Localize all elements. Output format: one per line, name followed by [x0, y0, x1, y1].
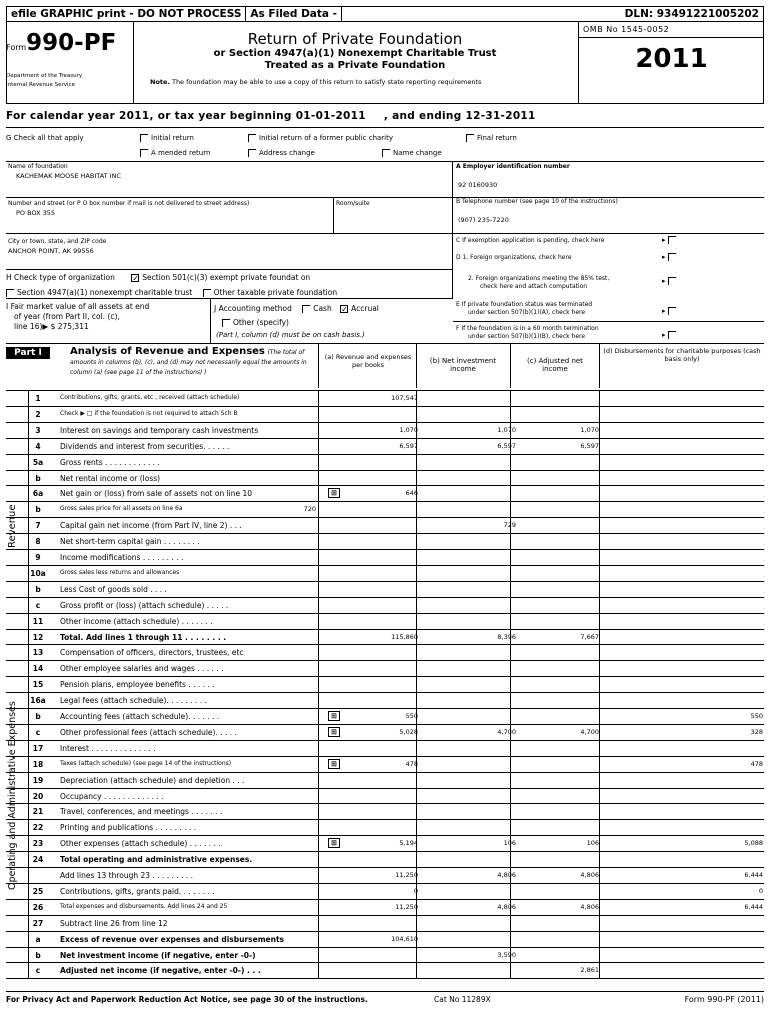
column-divider — [416, 390, 417, 978]
checkbox-icon[interactable] — [6, 289, 14, 297]
line-number: 19 — [32, 775, 44, 785]
table-row — [6, 581, 764, 597]
amount-col-b[interactable]: 729 — [503, 521, 516, 530]
line-label: Excess of revenue over expenses and disbursements — [60, 934, 285, 944]
line-label: Interest on savings and temporary cash investments — [60, 425, 259, 435]
ein-label: A Employer identification number — [456, 163, 570, 170]
line-number: 15 — [32, 680, 44, 690]
form-subtitle-1: or Section 4947(a)(1) Nonexempt Charitable Trust — [213, 48, 497, 59]
line-number: 25 — [32, 886, 44, 896]
form-title-block — [135, 30, 575, 72]
amount-col-c[interactable]: 6,597 — [580, 441, 599, 450]
checkbox-icon[interactable] — [222, 319, 230, 327]
line-number: 8 — [35, 537, 41, 547]
line-number: b — [35, 473, 41, 483]
table-row — [6, 565, 764, 581]
table-row — [6, 597, 764, 613]
line-label: Pension plans, employee benefits . . . . . . — [60, 680, 215, 690]
g-initial-return[interactable]: Initial return — [140, 134, 194, 142]
efile-label: efile GRAPHIC print - DO NOT PROCESS — [7, 7, 246, 21]
g-amended-return[interactable]: A mended return — [140, 149, 210, 157]
line-label: Gross rents . . . . . . . . . . . . — [60, 457, 160, 467]
amount-col-a[interactable]: 11,250 — [395, 871, 418, 879]
col-d-header: (d) Disbursements for charitable purposes (cash basis only) — [603, 347, 761, 363]
line-number: c — [35, 727, 41, 737]
line-label: Occupancy . . . . . . . . . . . . . — [60, 791, 164, 801]
line-label: Gross sales less returns and allowances — [60, 568, 180, 576]
e-checkbox[interactable]: ▸ — [662, 307, 679, 315]
amount-col-b[interactable]: 6,597 — [497, 441, 516, 450]
line-label: Dividends and interest from securities. . . . . . — [60, 441, 230, 451]
line-number: 26 — [32, 902, 44, 912]
amount-col-b[interactable]: 4,806 — [497, 902, 516, 911]
checkbox-icon[interactable] — [382, 149, 390, 157]
line-label: Less Cost of goods sold . . . . — [60, 584, 167, 594]
checkbox-icon[interactable] — [668, 236, 676, 244]
table-row — [6, 962, 764, 978]
table-row — [6, 660, 764, 676]
amount-col-d[interactable]: 6,444 — [744, 902, 763, 911]
line-number: a — [35, 934, 41, 944]
calendar-year-line: For calendar year 2011, or tax year beginning 01-01-2011 , and ending 12-31-2011 — [6, 110, 536, 122]
d2-label: 2. Foreign organizations meeting the 85% test, — [468, 275, 610, 282]
table-row — [6, 740, 764, 756]
line-label: Total expenses and disbursements. Add lines 24 and 25 — [60, 902, 228, 910]
line-number: c — [35, 600, 41, 610]
j-section: J Accounting method Cash ✓ Accrual — [214, 304, 379, 314]
column-divider — [318, 390, 319, 978]
line-number: 18 — [32, 759, 44, 769]
attach-schedule-icon[interactable]: ⊞ — [328, 727, 340, 737]
amount-col-b[interactable]: 3,590 — [497, 950, 516, 959]
table-row — [6, 788, 764, 804]
h-section: H Check type of organization ✓ Section 501(c)(3) exempt private foundat on — [6, 273, 311, 283]
line-label: Capital gain net income (from Part IV, line 2) . . . — [60, 521, 242, 531]
amount-col-c[interactable]: 1,070 — [580, 425, 599, 434]
line-number: 11 — [32, 616, 44, 626]
line-label: Travel, conferences, and meetings . . . . . . . — [60, 807, 223, 817]
amount-col-a[interactable]: 646 — [405, 489, 418, 498]
line-number: 27 — [32, 918, 44, 928]
line-label: Interest . . . . . . . . . . . . . . — [60, 743, 156, 753]
line-label: Compensation of officers, directors, trustees, etc — [60, 648, 244, 658]
i-section: I Fair market value of all assets at end of year (from Part II, col. (c), line 16)▶ $ 275,311 — [6, 302, 150, 331]
line-number: 22 — [32, 823, 44, 833]
column-divider — [599, 390, 600, 978]
amount-col-d[interactable]: 0 — [758, 886, 763, 895]
line-label: Add lines 13 through 23 . . . . . . . . . — [60, 871, 193, 880]
checkbox-icon[interactable] — [140, 134, 148, 142]
j-note: (Part I, column (d) must be on cash basis.) — [216, 331, 365, 339]
line-label: Other professional fees (attach schedule). . . . . — [60, 727, 237, 737]
table-row — [6, 883, 764, 899]
omb-box — [578, 22, 764, 104]
f-label: F If the foundation is in a 60 month termination — [456, 325, 599, 332]
inline-value: 720 — [303, 505, 316, 514]
line-label: Accounting fees (attach schedule). . . . . . . — [60, 712, 220, 721]
line-label: Income modifications . . . . . . . . . — [60, 553, 184, 562]
amount-col-d[interactable]: 328 — [750, 727, 763, 736]
part-1-title: Analysis of Revenue and Expenses — [70, 346, 265, 357]
g-check-label: G Check all that apply — [6, 134, 84, 142]
table-row — [6, 931, 764, 947]
line-number: 7 — [35, 521, 41, 531]
ein-value: 92 0160930 — [458, 181, 498, 189]
table-row — [6, 454, 764, 470]
line-number: 6a — [32, 489, 44, 499]
checkbox-icon[interactable] — [248, 149, 256, 157]
table-row — [6, 819, 764, 835]
line-number: 10a — [30, 568, 46, 578]
table-row — [6, 501, 764, 517]
line-number: 20 — [32, 791, 44, 801]
line-number: 14 — [32, 664, 44, 674]
amount-col-b[interactable]: 4,700 — [497, 727, 516, 736]
line-number: 12 — [32, 632, 44, 642]
street-label: Number and street (or P O box number if mail is not delivered to street address) — [8, 200, 250, 207]
table-row — [6, 756, 764, 772]
checkbox-icon[interactable] — [302, 305, 310, 313]
form-number: Form990-PF — [6, 30, 117, 56]
room-label: Room/suite — [336, 200, 370, 207]
line-number: 24 — [32, 855, 44, 865]
line-number: b — [35, 950, 41, 960]
form-subtitle-2: Treated as a Private Foundation — [264, 60, 446, 71]
table-row — [6, 851, 764, 867]
checked-icon[interactable]: ✓ — [132, 274, 139, 283]
filed-label: As Filed Data - — [246, 7, 342, 21]
part-1-title-block — [70, 347, 315, 377]
line-label: Total operating and administrative expenses. — [60, 855, 253, 865]
d1-label: D 1. Foreign organizations, check here — [456, 254, 572, 261]
department: Department of the Treasury Internal Revenue Service — [6, 73, 83, 88]
line-number: 2 — [35, 409, 41, 419]
line-number: 17 — [32, 743, 44, 753]
amount-col-c[interactable]: 7,667 — [580, 632, 599, 641]
table-row — [6, 422, 764, 438]
g-name-change[interactable]: Name change — [382, 149, 442, 157]
side-divider — [28, 390, 29, 978]
form-title: Return of Private Foundation — [247, 30, 463, 48]
f-label-2: under section 507(b)(1)(B), check here — [468, 333, 586, 340]
line-label: Other expenses (attach schedule) . . . . . . . — [60, 839, 221, 849]
amount-col-b[interactable]: 8,396 — [497, 632, 516, 641]
line-label: Other employee salaries and wages . . . . . . — [60, 664, 224, 674]
table-row — [6, 549, 764, 565]
amount-col-c[interactable]: 4,700 — [580, 727, 599, 736]
amount-col-c[interactable]: 4,806 — [580, 871, 599, 879]
table-row — [6, 867, 764, 883]
checkbox-icon[interactable] — [466, 134, 474, 142]
checked-icon[interactable]: ✓ — [341, 305, 348, 314]
table-row — [6, 772, 764, 788]
amount-col-b[interactable]: 1,070 — [497, 425, 516, 434]
form-footer: Form 990-PF (2011) — [684, 995, 764, 1004]
line-label: Contributions, gifts, grants, etc , received (attach schedule) — [60, 394, 240, 401]
line-number: 21 — [32, 807, 44, 817]
table-row — [6, 390, 764, 406]
amount-col-a[interactable]: 104,610 — [391, 934, 418, 943]
table-row — [6, 835, 764, 851]
table-row — [6, 406, 764, 422]
line-label: Net rental income or (loss) — [60, 473, 161, 483]
line-number: b — [35, 584, 41, 594]
line-label: Legal fees (attach schedule). . . . . . . . . — [60, 696, 207, 706]
form-note: Note. The foundation may be able to use a copy of this return to satisfy state reporting requirements — [150, 78, 482, 86]
f-checkbox[interactable]: ▸ — [662, 331, 679, 339]
table-row — [6, 629, 764, 645]
d2-checkbox[interactable]: ▸ — [662, 277, 679, 285]
amount-col-a[interactable]: 1,070 — [399, 425, 418, 434]
line-number: 9 — [35, 553, 41, 562]
col-c-header: (c) Adjusted net income — [527, 357, 583, 373]
d1-checkbox[interactable]: ▸ — [662, 253, 679, 261]
table-bottom-rule — [6, 978, 764, 979]
table-row — [6, 899, 764, 915]
line-label: Total. Add lines 1 through 11 . . . . . . . . — [60, 632, 227, 642]
col-a-header: (a) Revenue and expenses per books — [324, 353, 412, 369]
table-row — [6, 915, 764, 931]
cat-number: Cat No 11289X — [434, 995, 491, 1004]
amount-col-d[interactable]: 6,444 — [744, 871, 763, 879]
part-1-tag: Part I — [6, 347, 50, 359]
line-label: Net gain or (loss) from sale of assets not on line 10 — [60, 489, 253, 499]
omb-number: OMB No 1545-0052 — [579, 22, 764, 38]
line-label: Gross sales price for all assets on line 6a — [60, 505, 183, 513]
attach-schedule-icon[interactable]: ⊞ — [328, 711, 340, 721]
city-label: City or town, state, and ZIP code — [8, 238, 107, 245]
table-row — [6, 803, 764, 819]
attach-schedule-icon[interactable]: ⊞ — [328, 838, 340, 848]
line-label: Net investment income (if negative, enter -0-) — [60, 950, 256, 960]
line-label: Net short-term capital gain . . . . . . . . — [60, 537, 200, 547]
amount-col-b[interactable]: 4,806 — [497, 871, 516, 879]
j-other[interactable]: Other (specify) — [222, 318, 289, 327]
amount-col-c[interactable]: 2,861 — [580, 966, 599, 975]
checkbox-icon[interactable] — [203, 289, 211, 297]
c-checkbox[interactable]: ▸ — [662, 236, 679, 244]
fmv-value: $ 275,311 — [50, 322, 89, 331]
checkbox-icon[interactable] — [668, 253, 676, 261]
checkbox-icon[interactable] — [248, 134, 256, 142]
part-1-note: (The total of amounts in columns (b), (c), and (d) may not necessarily equal the amounts in column (a) (see page 11 of the instructions) ) — [70, 349, 307, 376]
phone-label: B Telephone number (see page 10 of the instructions) — [456, 198, 618, 205]
line-number: 3 — [35, 425, 41, 435]
g-initial-former[interactable]: Initial return of a former public charity — [248, 134, 393, 142]
amount-col-a[interactable]: 478 — [405, 759, 418, 768]
line-label: Printing and publications . . . . . . . . . — [60, 823, 197, 833]
line-number: 1 — [35, 394, 41, 403]
c-label: C If exemption application is pending, check here — [456, 237, 605, 244]
line-label: Depreciation (attach schedule) and depletion . . . — [60, 775, 245, 785]
checkbox-icon[interactable] — [140, 149, 148, 157]
d2-label-2: check here and attach computation — [480, 283, 588, 290]
amount-col-a[interactable]: 0 — [413, 886, 418, 895]
line-label: Other income (attach schedule) . . . . . . . — [60, 616, 213, 626]
amount-col-a[interactable]: 11,250 — [395, 902, 418, 911]
table-row — [6, 438, 764, 454]
attach-schedule-icon[interactable]: ⊞ — [328, 759, 340, 769]
table-row — [6, 676, 764, 692]
expenses-side-label: Operating and Administrative Expenses — [7, 701, 18, 891]
table-row — [6, 517, 764, 533]
amount-col-a[interactable]: 107,547 — [391, 394, 418, 402]
col-b-header: (b) Net investment income — [429, 357, 497, 373]
line-label: Contributions, gifts, grants paid. . . . . . . . — [60, 886, 215, 896]
h-section-2: Section 4947(a)(1) nonexempt charitable trust Other taxable private foundation — [6, 288, 337, 297]
amount-col-b[interactable]: 106 — [503, 839, 516, 848]
table-row — [6, 708, 764, 724]
amount-col-d[interactable]: 550 — [750, 712, 763, 720]
city-value: ANCHOR POINT, AK 99556 — [8, 247, 94, 255]
line-number: 16a — [30, 696, 46, 706]
street-value: PO BOX 355 — [16, 209, 56, 217]
revenue-side-label: Revenue — [7, 504, 18, 548]
amount-col-a[interactable]: 115,860 — [391, 632, 418, 641]
e-label-2: under section 507(b)(1)(A), check here — [468, 309, 586, 316]
table-row — [6, 533, 764, 549]
amount-col-a[interactable]: 550 — [405, 712, 418, 720]
table-row — [6, 485, 764, 501]
line-label: Check ▶ □ if the foundation is not required to attach Sch B — [60, 409, 238, 417]
amount-col-a[interactable]: 6,597 — [399, 441, 418, 450]
table-row — [6, 644, 764, 660]
line-label: Taxes (attach schedule) (see page 14 of the instructions) — [60, 759, 232, 767]
table-row — [6, 692, 764, 708]
line-label: Subtract line 26 from line 12 — [60, 918, 168, 928]
amount-col-a[interactable]: 5,028 — [399, 727, 418, 736]
checkbox-icon[interactable] — [668, 307, 676, 315]
amount-col-c[interactable]: 4,806 — [580, 902, 599, 911]
line-number: b — [35, 712, 41, 721]
table-row — [6, 724, 764, 740]
line-number: c — [35, 966, 41, 976]
checkbox-icon[interactable] — [668, 277, 676, 285]
line-number: 5a — [32, 457, 44, 467]
foundation-name-label: Name of foundation — [8, 163, 68, 170]
g-address-change[interactable]: Address change — [248, 149, 315, 157]
line-label: Gross profit or (loss) (attach schedule) . . . . . — [60, 600, 229, 610]
line-number: 13 — [32, 648, 44, 658]
line-number: b — [35, 505, 41, 515]
g-final-return[interactable]: Final return — [466, 134, 517, 142]
table-row — [6, 947, 764, 963]
foundation-name: KACHEMAK MOOSE HABITAT INC — [16, 172, 122, 180]
dln-label: DLN: 93491221005202 — [624, 8, 759, 20]
line-number: 4 — [35, 441, 41, 451]
amount-col-a[interactable]: 5,194 — [399, 839, 418, 848]
checkbox-icon[interactable] — [668, 331, 676, 339]
phone-value: (907) 235-7220 — [458, 216, 509, 224]
amount-col-d[interactable]: 478 — [750, 759, 763, 768]
tax-year: 2011 — [635, 44, 708, 74]
amount-col-d[interactable]: 5,088 — [744, 839, 763, 848]
table-row — [6, 470, 764, 486]
line-label: Adjusted net income (if negative, enter -0-) . . . — [60, 966, 261, 976]
privacy-notice: For Privacy Act and Paperwork Reduction Act Notice, see page 30 of the instructions. — [6, 995, 368, 1004]
efile-banner — [6, 6, 764, 22]
attach-schedule-icon[interactable]: ⊞ — [328, 488, 340, 498]
e-label: E If private foundation status was terminated — [456, 301, 593, 308]
table-row — [6, 613, 764, 629]
line-number: 23 — [32, 839, 44, 849]
column-divider — [510, 390, 511, 978]
amount-col-c[interactable]: 106 — [586, 839, 599, 848]
form-name: 990-PF — [26, 30, 117, 56]
